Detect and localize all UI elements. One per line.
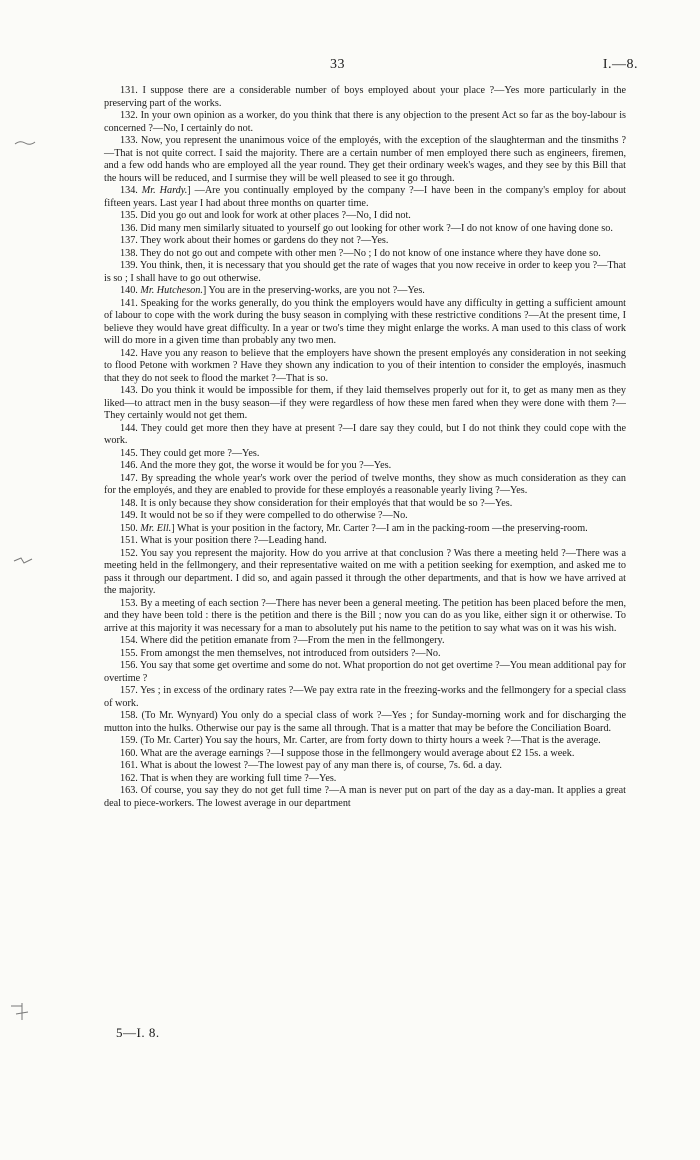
paragraph: 141. Speaking for the works generally, do you think the employers would have any difficulty in getting a sufficient amount of labour to cope with the work during the busy season in complying with these restrictive conditions ?—At the present time, I believe they would have great difficulty. In a year or two's time they might enlarge the works. A man used to this class of work will do more in a given time than probably any two men. [104,297,626,346]
margin-mark-icon [8,1000,34,1026]
paragraph: 138. They do not go out and compete with other men ?—No ; I do not know of one instance where they have done so. [120,247,601,259]
paragraph: 145. They could get more ?—Yes. [120,447,260,459]
paragraph: 144. They could get more then they have at present ?—I dare say they could, but I do not think they could cope with the work. [104,422,626,446]
paragraph: 146. And the more they got, the worse it would be for you ?—Yes. [120,460,392,471]
paragraph: 162. That is when they are working full time ?—Yes. [120,772,337,784]
paragraph: 163. Of course, you say they do not get full time ?—A man is never put on part of the day as a day-man. It applies a great deal to piece-workers. The lowest average in our department [104,785,626,809]
margin-mark-icon [12,553,34,567]
paragraph: 153. By a meeting of each section ?—There has never been a general meeting. The petition has been placed before the men, and they have been told : there is the petition and there is the Bill ; now you can do as you like, either sign it or otherwise. To arrive at this majority it was necessary for a man to absolutely put his name to the petition to say what was on it was his wish. [104,597,626,634]
paragraph: 147. By spreading the whole year's work over the period of twelve months, they show as much consideration as they can for the employés, and they are enabled to provide for these employés a reasonable yearly living ?—Yes. [104,472,626,496]
body-text [104,85,626,810]
paragraph: 143. Do you think it would be impossible for them, if they laid themselves properly out for it, to get as many men as they liked—to attract men in the busy season—if they were regardless of how these men fared when they were done with them ?—They certainly would not get them. [104,385,626,421]
paragraph: 151. What is your position there ?—Leading hand. [120,535,327,546]
paragraph: 131. I suppose there are a considerable number of boys employed about your place ?—Yes more particularly in the preserving part of the works. [104,85,626,109]
paragraph: 139. You think, then, it is necessary that you should get the rate of wages that you now receive in order to keep you ?—That is so ; I shall have to go out otherwise. [104,260,626,284]
paragraph: 161. What is about the lowest ?—The lowest pay of any man there is, of course, 7s. 6d. a day. [120,760,502,771]
paragraph: 158. (To Mr. Wynyard) You only do a special class of work ?—Yes ; for Sunday-morning work and for discharging the mutton into the hulks. Otherwise our pay is the same all through. That is a matter that may be before the Conciliation Board. [104,710,626,734]
paragraph: 149. It would not be so if they were compelled to do otherwise ?—No. [120,510,408,521]
paragraph: 154. Where did the petition emanate from ?—From the men in the fellmongery. [120,635,445,646]
paragraph: 140. Mr. Hutcheson.] You are in the preserving-works, are you not ?—Yes. [120,285,425,296]
page-number: 33 [330,57,345,72]
paragraph: 142. Have you any reason to believe that the employers have shown the present employés any consideration in not seeking to flood Petone with workmen ? Have they shown any indication to you of their intention to consider the employés, inasmuch that they do not seek to flood the market ?—That is so. [104,347,626,384]
paragraph: 132. In your own opinion as a worker, do you think that there is any objection to the present Act so far as the boy-labour is concerned ?—No, I certainly do not. [104,110,626,134]
paragraph: 136. Did many men similarly situated to yourself go out looking for other work ?—I do not know of one having done so. [120,222,613,234]
margin-mark-icon [14,138,36,148]
paragraph: 133. Now, you represent the unanimous voice of the employés, with the exception of the slaughterman and the tinsmiths ?—That is not quite correct. I said the majority. There are a certain number of men employed there such as engineers, firemen, and a few odd hands who are employed all the year round. They get their ordinary week's wages, and they see by this Bill that the hours will be reduced, and I surmise they will be well pleased to see it go through. [104,135,626,184]
paragraph: 152. You say you represent the majority. How do you arrive at that conclusion ? Was there a meeting held ?—There was a meeting held in the fellmongery, and their representative waited on me with a petition seeking for exemption, and asked me to pass it through our department. I did so, and again passed it through the other departments, and that is how we have arrived at the majority. [104,547,626,596]
paragraph: 137. They work about their homes or gardens do they not ?—Yes. [120,235,389,246]
paragraph: 134. Mr. Hardy.] —Are you continually employed by the company ?—I have been in the company's employ for about fifteen years. Last year I had about three months on quarter time. [104,185,627,209]
paragraph: 148. It is only because they show consideration for their employés that that would be so ?—Yes. [120,497,513,509]
paragraph: 135. Did you go out and look for work at other places ?—No, I did not. [120,210,411,221]
page-header [0,57,700,73]
page-signature: 5—I. 8. [116,1025,160,1040]
document-reference: I.—8. [602,57,638,72]
paragraph: 155. From amongst the men themselves, not introduced from outsiders ?—No. [120,647,441,659]
paragraph: 157. Yes ; in excess of the ordinary rates ?—We pay extra rate in the freezing-works and the fellmongery for a special class of work. [104,685,626,709]
paragraph: 156. You say that some get overtime and some do not. What proportion do not get overtime ?—You mean additional pay for overtime ? [104,660,626,684]
paragraph: 150. Mr. Ell.] What is your position in the factory, Mr. Carter ?—I am in the packing-room —the preserving-room. [120,522,588,534]
paragraph: 160. What are the average earnings ?—I suppose those in the fellmongery would average about £2 15s. a week. [120,747,575,759]
paragraph: 159. (To Mr. Carter) You say the hours, Mr. Carter, are from forty down to thirty hours a week ?—That is the average. [120,735,601,746]
